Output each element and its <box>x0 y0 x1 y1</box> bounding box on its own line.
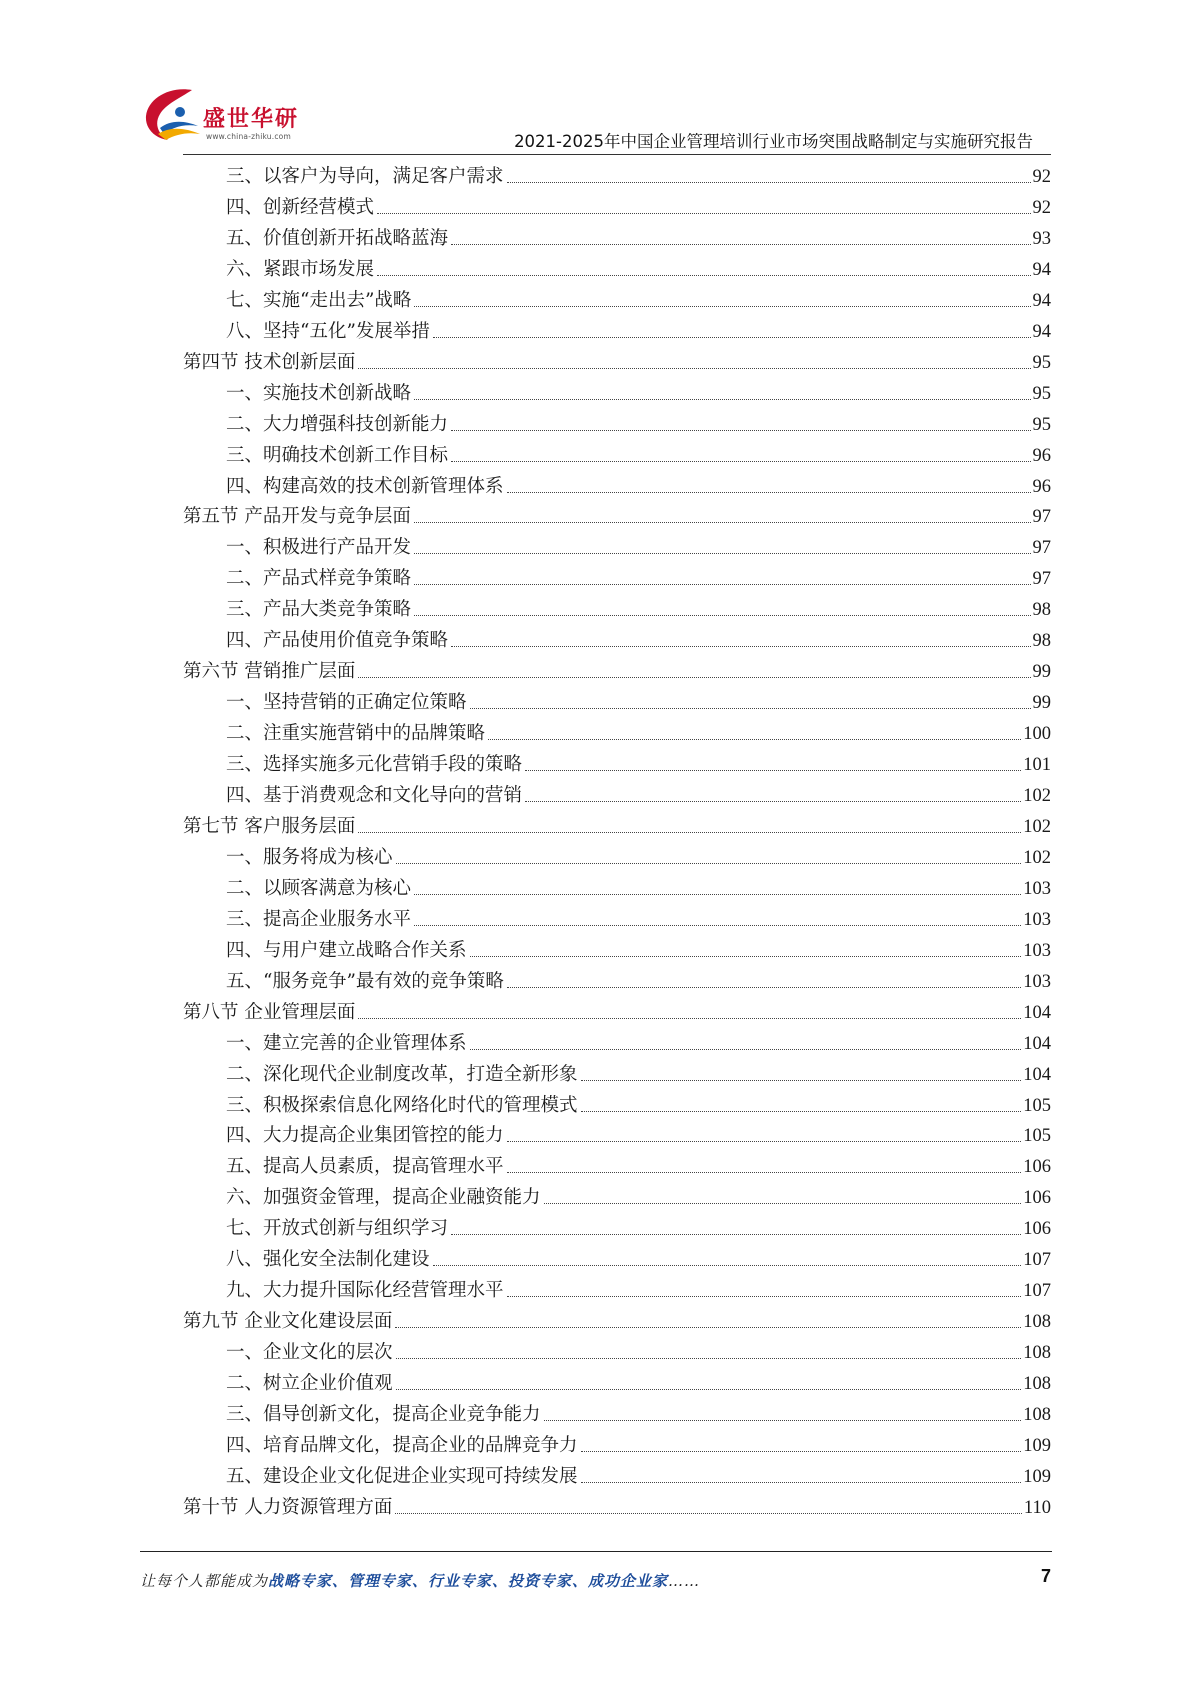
toc-entry-page: 95 <box>1032 383 1051 404</box>
footer-slogan-prefix: 让每个人都能成为 <box>140 1572 269 1590</box>
toc-entry-title: 三、明确技术创新工作目标 <box>226 444 449 466</box>
page-header <box>0 0 1191 160</box>
toc-entry-page: 99 <box>1032 693 1051 714</box>
toc-entry-page: 106 <box>1023 1157 1051 1178</box>
toc-subsection-entry[interactable] <box>226 717 1051 745</box>
toc-entry-title: 四、基于消费观念和文化导向的营销 <box>226 785 523 806</box>
toc-subsection-entry[interactable] <box>226 1367 1051 1395</box>
toc-entry-title: 三、提高企业服务水平 <box>226 908 412 930</box>
page-number: 7 <box>1040 1566 1051 1586</box>
toc-entry-title: 三、产品大类竞争策略 <box>226 599 412 621</box>
toc-subsection-entry[interactable] <box>226 284 1051 312</box>
toc-entry-title: 一、实施技术创新战略 <box>226 382 412 404</box>
toc-entry-title: 第七节 客户服务层面 <box>183 815 356 837</box>
toc-subsection-entry[interactable] <box>226 377 1051 405</box>
toc-entry-title: 八、强化安全法制化建设 <box>226 1249 430 1271</box>
toc-entry-title: 四、与用户建立战略合作关系 <box>226 939 467 961</box>
toc-subsection-entry[interactable] <box>226 1150 1051 1178</box>
toc-subsection-entry[interactable] <box>226 1460 1051 1488</box>
toc-dot-leader <box>507 182 1031 183</box>
toc-entry-page: 106 <box>1023 1188 1051 1209</box>
toc-entry-title: 八、坚持“五化”发展举措 <box>226 320 430 342</box>
footer-slogan-suffix: …… <box>668 1572 701 1590</box>
toc-entry-page: 104 <box>1023 1064 1051 1085</box>
toc-dot-leader <box>377 213 1030 214</box>
toc-dot-leader <box>414 615 1030 616</box>
toc-entry-page: 107 <box>1023 1250 1051 1271</box>
toc-entry-title: 二、树立企业价值观 <box>226 1373 393 1395</box>
toc-section-entry[interactable] <box>183 996 1051 1024</box>
toc-dot-leader <box>414 894 1021 895</box>
toc-subsection-entry[interactable] <box>226 315 1051 343</box>
toc-entry-page: 109 <box>1023 1435 1051 1456</box>
toc-entry-title: 七、实施“走出去”战略 <box>226 289 412 311</box>
toc-entry-title: 三、以客户为导向，满足客户需求 <box>226 166 504 187</box>
toc-entry-title: 第十节 人力资源管理方面 <box>183 1496 393 1518</box>
toc-dot-leader <box>581 1482 1022 1483</box>
toc-entry-title: 四、产品使用价值竞争策略 <box>226 630 449 652</box>
toc-entry-page: 108 <box>1023 1374 1051 1395</box>
toc-section-entry[interactable] <box>183 346 1051 374</box>
header-divider <box>183 154 1051 155</box>
toc-subsection-entry[interactable] <box>226 191 1051 219</box>
toc-entry-title: 二、大力增强科技创新能力 <box>226 413 449 435</box>
toc-entry-page: 92 <box>1032 167 1051 187</box>
toc-entry-title: 五、提高人员素质，提高管理水平 <box>226 1156 504 1178</box>
toc-dot-leader <box>358 368 1030 369</box>
toc-entry-title: 一、建立完善的企业管理体系 <box>226 1032 467 1054</box>
toc-entry-title: 一、服务将成为核心 <box>226 846 393 868</box>
toc-entry-page: 96 <box>1032 445 1051 466</box>
toc-entry-page: 98 <box>1032 631 1051 652</box>
toc-entry-title: 五、价值创新开拓战略蓝海 <box>226 227 449 249</box>
toc-entry-page: 102 <box>1023 816 1051 837</box>
toc-entry-page: 103 <box>1023 878 1051 899</box>
toc-entry-title: 一、坚持营销的正确定位策略 <box>226 692 467 714</box>
toc-dot-leader <box>470 1049 1022 1050</box>
toc-dot-leader <box>414 553 1030 554</box>
toc-entry-page: 94 <box>1032 290 1051 311</box>
toc-entry-page: 95 <box>1032 414 1051 435</box>
toc-entry-page: 104 <box>1023 1033 1051 1054</box>
toc-entry-page: 108 <box>1023 1405 1051 1425</box>
logo-name: 盛世华研 <box>203 107 300 132</box>
report-title: 2021-2025年中国企业管理培训行业市场突围战略制定与实施研究报告 <box>514 132 1033 151</box>
toc-subsection-entry[interactable] <box>226 1212 1051 1240</box>
toc-dot-leader <box>377 275 1030 276</box>
toc-entry-title: 三、选择实施多元化营销手段的策略 <box>226 754 523 776</box>
toc-entry-page: 97 <box>1032 538 1051 559</box>
toc-entry-title: 一、积极进行产品开发 <box>226 537 412 559</box>
toc-entry-page: 108 <box>1023 1312 1051 1333</box>
toc-entry-title: 第四节 技术创新层面 <box>183 351 356 373</box>
toc-dot-leader <box>525 801 1021 802</box>
toc-subsection-entry[interactable] <box>226 748 1051 776</box>
toc-entry-title: 七、开放式创新与组织学习 <box>226 1218 449 1240</box>
toc-subsection-entry[interactable] <box>226 779 1051 807</box>
toc-subsection-entry[interactable] <box>226 1119 1051 1147</box>
toc-dot-leader <box>433 337 1031 338</box>
toc-dot-leader <box>451 244 1030 245</box>
toc-entry-page: 104 <box>1023 1002 1051 1023</box>
toc-entry-title: 第九节 企业文化建设层面 <box>183 1311 393 1333</box>
toc-dot-leader <box>581 1111 1022 1112</box>
toc-entry-page: 92 <box>1032 197 1051 218</box>
toc-dot-leader <box>507 1296 1022 1297</box>
toc-dot-leader <box>507 987 1021 988</box>
toc-entry-page: 103 <box>1023 940 1051 961</box>
toc-dot-leader <box>414 306 1030 307</box>
toc-subsection-entry[interactable] <box>226 965 1051 993</box>
toc-entry-title: 五、建设企业文化促进企业实现可持续发展 <box>226 1465 578 1487</box>
toc-entry-page: 106 <box>1023 1219 1051 1240</box>
toc-dot-leader <box>395 1327 1021 1328</box>
toc-section-entry[interactable] <box>183 1305 1051 1333</box>
toc-entry-page: 105 <box>1023 1126 1051 1147</box>
toc-dot-leader <box>395 1513 1022 1514</box>
toc-subsection-entry[interactable] <box>226 1336 1051 1364</box>
toc-entry-page: 103 <box>1023 971 1051 992</box>
toc-entry-page: 105 <box>1023 1095 1051 1116</box>
toc-entry-page: 95 <box>1032 352 1051 373</box>
toc-entry-page: 109 <box>1023 1466 1051 1487</box>
toc-subsection-entry[interactable] <box>226 1181 1051 1209</box>
toc-dot-leader <box>507 1141 1022 1142</box>
toc-entry-page: 94 <box>1032 259 1051 280</box>
toc-dot-leader <box>470 956 1022 957</box>
toc-entry-title: 二、产品式样竞争策略 <box>226 568 412 590</box>
toc-entry-page: 110 <box>1023 1497 1051 1518</box>
footer-slogan <box>140 1570 700 1591</box>
toc-entry-page: 99 <box>1032 662 1051 683</box>
toc-dot-leader <box>414 399 1030 400</box>
toc-dot-leader <box>358 677 1030 678</box>
toc-subsection-entry[interactable] <box>226 1058 1051 1086</box>
toc-entry-page: 102 <box>1023 847 1051 868</box>
toc-entry-title: 一、企业文化的层次 <box>226 1342 393 1364</box>
toc-dot-leader <box>488 739 1021 740</box>
company-logo <box>140 84 310 150</box>
toc-subsection-entry[interactable] <box>226 160 1051 188</box>
logo-swoosh-icon <box>140 84 206 146</box>
toc-subsection-entry[interactable] <box>226 1027 1051 1055</box>
toc-subsection-entry[interactable] <box>226 624 1051 652</box>
toc-entry-page: 103 <box>1023 909 1051 930</box>
toc-subsection-entry[interactable] <box>226 1243 1051 1271</box>
toc-entry-page: 102 <box>1023 786 1051 806</box>
toc-dot-leader <box>451 1234 1021 1235</box>
toc-subsection-entry[interactable] <box>226 686 1051 714</box>
toc-entry-title: 第六节 营销推广层面 <box>183 661 356 683</box>
toc-entry-page: 100 <box>1023 724 1051 745</box>
toc-entry-page: 108 <box>1023 1343 1051 1364</box>
toc-entry-page: 94 <box>1032 321 1051 342</box>
toc-subsection-entry[interactable] <box>226 903 1051 931</box>
toc-dot-leader <box>544 1203 1022 1204</box>
toc-dot-leader <box>414 584 1030 585</box>
toc-dot-leader <box>358 1018 1021 1019</box>
toc-entry-title: 四、培育品牌文化，提高企业的品牌竞争力 <box>226 1434 578 1456</box>
toc-dot-leader <box>414 925 1021 926</box>
toc-subsection-entry[interactable] <box>226 593 1051 621</box>
toc-entry-page: 97 <box>1032 507 1051 528</box>
toc-subsection-entry[interactable] <box>226 1089 1051 1117</box>
toc-subsection-entry[interactable] <box>226 872 1051 900</box>
toc-dot-leader <box>525 770 1021 771</box>
toc-dot-leader <box>507 492 1031 493</box>
toc-section-entry[interactable] <box>183 810 1051 838</box>
toc-entry-title: 二、深化现代企业制度改革，打造全新形象 <box>226 1063 578 1085</box>
logo-url: www.china-zhiku.com <box>206 132 291 141</box>
toc-subsection-entry[interactable] <box>226 562 1051 590</box>
toc-subsection-entry[interactable] <box>226 1274 1051 1302</box>
toc-dot-leader <box>414 522 1031 523</box>
toc-entry-page: 98 <box>1032 600 1051 621</box>
toc-dot-leader <box>581 1451 1022 1452</box>
toc-entry-page: 101 <box>1023 755 1051 776</box>
toc-dot-leader <box>544 1420 1022 1421</box>
toc-subsection-entry[interactable] <box>226 470 1051 498</box>
toc-dot-leader <box>470 708 1031 709</box>
toc-entry-page: 107 <box>1023 1281 1051 1302</box>
toc-section-entry[interactable] <box>183 655 1051 683</box>
toc-dot-leader <box>451 646 1030 647</box>
toc-dot-leader <box>396 1389 1022 1390</box>
toc-entry-title: 四、创新经营模式 <box>226 196 375 218</box>
toc-dot-leader <box>451 430 1030 431</box>
toc-entry-title: 三、倡导创新文化，提高企业竞争能力 <box>226 1404 541 1425</box>
toc-subsection-entry[interactable] <box>226 408 1051 436</box>
toc-entry-title: 二、以顾客满意为核心 <box>226 877 412 899</box>
toc-entry-title: 六、加强资金管理，提高企业融资能力 <box>226 1187 541 1209</box>
toc-subsection-entry[interactable] <box>226 439 1051 467</box>
toc-subsection-entry[interactable] <box>226 531 1051 559</box>
toc-dot-leader <box>507 1172 1022 1173</box>
toc-entry-title: 六、紧跟市场发展 <box>226 258 375 280</box>
toc-section-entry[interactable] <box>183 500 1051 528</box>
toc-dot-leader <box>396 863 1022 864</box>
toc-entry-title: 第五节 产品开发与竞争层面 <box>183 506 411 528</box>
footer-slogan-highlight: 战略专家、管理专家、行业专家、投资专家、成功企业家 <box>268 1572 669 1590</box>
toc-section-entry[interactable] <box>183 1491 1051 1519</box>
toc-entry-page: 93 <box>1032 228 1051 249</box>
toc-dot-leader <box>581 1080 1022 1081</box>
toc-subsection-entry[interactable] <box>226 934 1051 962</box>
footer-divider <box>140 1551 1052 1552</box>
toc-dot-leader <box>396 1358 1022 1359</box>
toc-entry-title: 三、积极探索信息化网络化时代的管理模式 <box>226 1094 578 1116</box>
toc-entry-title: 四、大力提高企业集团管控的能力 <box>226 1125 504 1147</box>
toc-subsection-entry[interactable] <box>226 1398 1051 1426</box>
toc-subsection-entry[interactable] <box>226 253 1051 281</box>
toc-subsection-entry[interactable] <box>226 222 1051 250</box>
toc-dot-leader <box>358 832 1021 833</box>
toc-entry-title: 九、大力提升国际化经营管理水平 <box>226 1280 504 1302</box>
toc-dot-leader <box>433 1265 1022 1266</box>
toc-dot-leader <box>451 461 1030 462</box>
toc-entry-page: 96 <box>1032 476 1051 497</box>
toc-entry-page: 97 <box>1032 569 1051 590</box>
toc-subsection-entry[interactable] <box>226 841 1051 869</box>
toc-entry-title: 四、构建高效的技术创新管理体系 <box>226 475 504 497</box>
toc-entry-title: 二、注重实施营销中的品牌策略 <box>226 723 486 745</box>
toc-entry-title: 第八节 企业管理层面 <box>183 1001 356 1023</box>
toc-subsection-entry[interactable] <box>226 1429 1051 1457</box>
toc-entry-title: 五、“服务竞争”最有效的竞争策略 <box>226 970 504 992</box>
